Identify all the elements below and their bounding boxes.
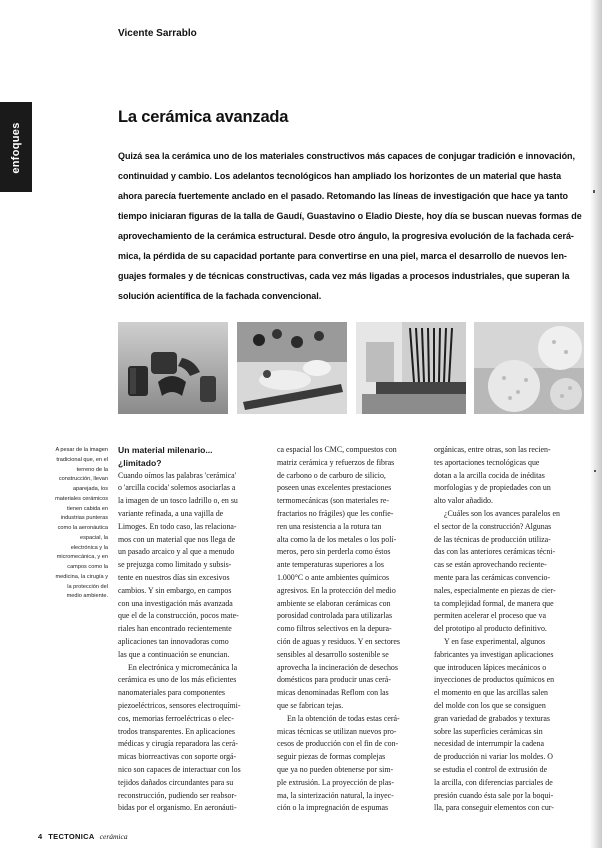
- body-column-2: [277, 444, 429, 815]
- body-line: que el de la construcción, pocos mate-: [118, 611, 239, 621]
- body-line: la imagen de un tosco ladrillo o, en su: [118, 496, 238, 506]
- caption-line: la protección del: [67, 583, 108, 590]
- body-line: el sector de la construcción? Algunas: [434, 521, 552, 531]
- body-line: ción de aguas y residuos. Y en sectores: [277, 636, 400, 646]
- body-line: fractarios no frágiles) que les confie-: [277, 508, 394, 518]
- body-line: meros, pero sin perderla como éstos: [277, 547, 391, 557]
- footer-section: cerámica: [99, 832, 128, 841]
- magazine-name: TECTONICA: [48, 832, 95, 841]
- body-line: alto valor añadido.: [434, 496, 493, 506]
- body-line: que ya no pueden obtenerse por sim-: [277, 764, 394, 774]
- body-column-3: [434, 444, 586, 815]
- section-subtitle: ¿limitado?: [118, 457, 162, 468]
- body-line: porosidad controlada para utilizarlas: [277, 611, 393, 621]
- body-line: riales han encontrado recientemente: [118, 624, 232, 634]
- section-tab-label: enfoques: [10, 122, 22, 174]
- body-line: En la obtención de todas estas cerá-: [287, 713, 400, 723]
- lead-line: aprovechamiento de la cerámica estructural. Desde otro ángulo, la progresiva evolución de la fachada cerá-: [118, 231, 574, 241]
- body-line: seguir piezas de formas complejas: [277, 752, 386, 762]
- body-line: como filtros selectivos en la depura-: [277, 624, 392, 634]
- lead-line: mica, la pérdida de su capacidad portante para convertirse en una piel, marca el desarrollo de nuevos len-: [118, 251, 567, 261]
- body-line: aprovecha la incineración de desechos: [277, 662, 398, 672]
- body-line: del molde con los que se consiguen: [434, 700, 546, 710]
- body-line: se estudia el control de extrusión de: [434, 764, 548, 774]
- body-line: médicas y cirugía reparadora las cerá-: [118, 739, 238, 749]
- lead-line: tiempo iniciaran figuras de la talla de Gaudí, Guastavino o Eladio Dieste, hoy día se buscan nuevas formas de: [118, 211, 582, 221]
- body-line: cos, memorias ferroeléctricas o elec-: [118, 713, 234, 723]
- body-line: cesos de producción con el fin de con-: [277, 739, 399, 749]
- body-line: nanomateriales para componentes: [118, 688, 225, 698]
- caption-line: industrias punteras: [60, 515, 108, 522]
- body-line: En electrónica y micromecánica la: [128, 662, 238, 672]
- photo-porous-ceramics: [474, 322, 584, 414]
- lead-line: Quizá sea la cerámica uno de los materiales constructivos más capaces de conjugar tradición e innovación,: [118, 151, 575, 161]
- photo-ceramic-components: [118, 322, 228, 414]
- body-line: la arcilla, con diferencias parciales de: [434, 777, 553, 787]
- body-line: aplicaciones tan innovadoras como: [118, 636, 229, 646]
- body-line: piezoeléctricos, sensores electroquími-: [118, 700, 241, 710]
- body-line: mente para las cerámicas convencio-: [434, 572, 551, 582]
- body-line: reconstrucción, pudiendo ser reabsor-: [118, 790, 237, 800]
- body-line: nales, especialmente en piezas de cier-: [434, 585, 556, 595]
- photo-medical-tools: [237, 322, 347, 414]
- body-line: ma, la sinterización natural, la inyec-: [277, 790, 394, 800]
- body-line: micas biorreactivas con soporte orgá-: [118, 752, 237, 762]
- body-line: alta como la de los metales o los polí-: [277, 534, 397, 544]
- body-line: las que a continuación se enuncian.: [118, 649, 230, 659]
- body-line: ante temperaturas superiores a los: [277, 560, 384, 570]
- body-line: sensibles al desarrollo sostenible se: [277, 649, 389, 659]
- caption-line: como la aeronáutica: [57, 525, 108, 531]
- body-line: ren una resistencia a la rotura tan: [277, 521, 382, 531]
- body-line: poseen unas excelentes prestaciones: [277, 483, 392, 493]
- caption-line: A pesar de la imagen: [55, 447, 108, 453]
- caption-line: tradicional que, en el: [56, 456, 108, 463]
- body-line: dotan a la arcilla cocida de inéditas: [434, 470, 545, 480]
- body-line: de producción ni variar los moldes. O: [434, 752, 553, 762]
- body-line: tejidos dañados circundantes para su: [118, 777, 234, 787]
- body-line: Cuando oímos las palabras 'cerámica': [118, 470, 237, 480]
- body-line: ¿Cuáles son los avances paralelos en: [444, 508, 560, 518]
- body-line: cerámica es uno de los más eficientes: [118, 675, 237, 685]
- body-line: 1.000°C o ante ambientes químicos: [277, 572, 390, 582]
- body-line: mos con un material que nos llega de: [118, 534, 236, 544]
- body-line: sobre las superficies cerámicas sin: [434, 726, 543, 736]
- body-line: ca espacial los CMC, compuestos con: [277, 445, 397, 454]
- caption-line: construcción, llevan: [58, 476, 108, 483]
- body-line: micas denominadas Reflom con las: [277, 688, 389, 698]
- caption-line: electrónica y la: [70, 544, 108, 551]
- caption-line: campos como la: [67, 564, 108, 570]
- page-edge-shadow: [590, 0, 602, 848]
- body-line: o 'arcilla cocida' solemos asociarlas a: [118, 483, 236, 493]
- section-subtitle: Un material milenario...: [118, 445, 213, 455]
- body-line: Limoges. En todo caso, las relaciona-: [118, 521, 237, 531]
- body-line: un pasado arcaico y al que a menudo: [118, 547, 235, 557]
- body-line: presión cuando ésta sale por la boqui-: [434, 790, 554, 800]
- body-line: permiten acelerar el proceso que va: [434, 611, 546, 621]
- body-line: termomecánicas (son materiales re-: [277, 496, 389, 506]
- body-line: ambiente se elaboran cerámicas con: [277, 598, 391, 608]
- body-line: lla, para conseguir elementos con cur-: [434, 803, 554, 813]
- body-line: inyecciones de productos químicos en: [434, 675, 555, 685]
- lead-line: ahora parecía fuertemente anclado en el pasado. Retomando las líneas de investigación que hace ya tanto: [118, 191, 568, 201]
- body-line: trodos transparentes. En aplicaciones: [118, 726, 236, 736]
- caption-line: micromecánica, y en: [56, 554, 108, 561]
- body-line: orgánicas, entre otras, son las recien-: [434, 445, 551, 454]
- body-line: das con las anteriores cerámicas técni-: [434, 547, 556, 557]
- author-name: Vicente Sarrablo: [118, 28, 197, 39]
- body-line: tente en nuestros días sin excesivos: [118, 572, 230, 582]
- body-line: de las técnicas de producción utiliza-: [434, 534, 551, 544]
- page-number: 4: [38, 832, 43, 841]
- photo-filter-brushes: [356, 322, 466, 414]
- body-column-1: [118, 444, 270, 815]
- photo-caption: [38, 446, 108, 602]
- body-line: el momento en que las arcillas salen: [434, 688, 548, 698]
- body-line: matriz cerámica y refuerzos de fibras: [277, 457, 395, 467]
- body-line: de carbono o de carburo de silicio,: [277, 470, 386, 480]
- body-line: nico son capaces de interactuar con los: [118, 764, 241, 774]
- body-line: gran variedad de grabados y texturas: [434, 713, 550, 723]
- body-line: ta complejidad formal, de manera que: [434, 598, 554, 608]
- photo-strip: [118, 322, 584, 414]
- body-line: necesidad de interrumpir la cadena: [434, 739, 544, 749]
- body-line: que introducen lápices mecánicos o: [434, 662, 547, 672]
- caption-line: tienen cabida en: [66, 505, 108, 512]
- body-line: morfologías y de propiedades con un: [434, 483, 551, 493]
- caption-line: aparejada, los: [72, 486, 108, 492]
- body-line: variante refinada, a una vajilla de: [118, 508, 224, 518]
- body-line: se prejuzga como limitado y subsis-: [118, 560, 232, 570]
- body-line: micas técnicas se utilizan nuevos pro-: [277, 726, 397, 736]
- caption-line: espacial, la: [80, 534, 108, 541]
- scan-speck: [594, 470, 596, 472]
- caption-line: terreno de la: [76, 466, 108, 473]
- body-line: ción o la impregnación de espumas: [277, 803, 389, 813]
- scan-speck: [593, 190, 595, 193]
- lead-line: solución acientífica de la fachada convencional.: [118, 291, 322, 301]
- page-footer: [38, 832, 128, 841]
- body-line: Y en fase experimental, algunos: [444, 636, 546, 646]
- body-line: cambios. Y sin embargo, en campos: [118, 585, 232, 595]
- body-line: tes aportaciones tecnológicas que: [434, 457, 540, 467]
- caption-line: medicina, la cirugía y: [55, 573, 108, 580]
- caption-line: materiales cerámicos: [55, 495, 108, 502]
- body-line: que se fabrican tejas.: [277, 700, 344, 710]
- lead-line: continuidad y cambio. Los adelantos tecnológicos han ampliado los horizontes de un material que hasta: [118, 171, 562, 181]
- lead-paragraph: [118, 146, 590, 306]
- body-line: bidas por el organismo. En aeronáuti-: [118, 803, 237, 813]
- lead-line: guajes formales y de técnicas constructivas, cada vez más ligadas a procesos industriales, que superan la: [118, 271, 570, 281]
- caption-line: medio ambiente.: [66, 593, 108, 600]
- body-line: ple extrusión. La proyección de plas-: [277, 777, 395, 787]
- body-line: agresivos. En la protección del medio: [277, 585, 396, 595]
- body-line: cas se están aprovechando reciente-: [434, 560, 547, 570]
- body-line: domésticos para producir unas cerá-: [277, 675, 391, 685]
- body-line: del prototipo al producto definitivo.: [434, 624, 547, 634]
- article-title: La cerámica avanzada: [118, 108, 289, 126]
- body-line: fabricantes ya investigan aplicaciones: [434, 649, 554, 659]
- body-line: con una investigación más avanzada: [118, 598, 233, 608]
